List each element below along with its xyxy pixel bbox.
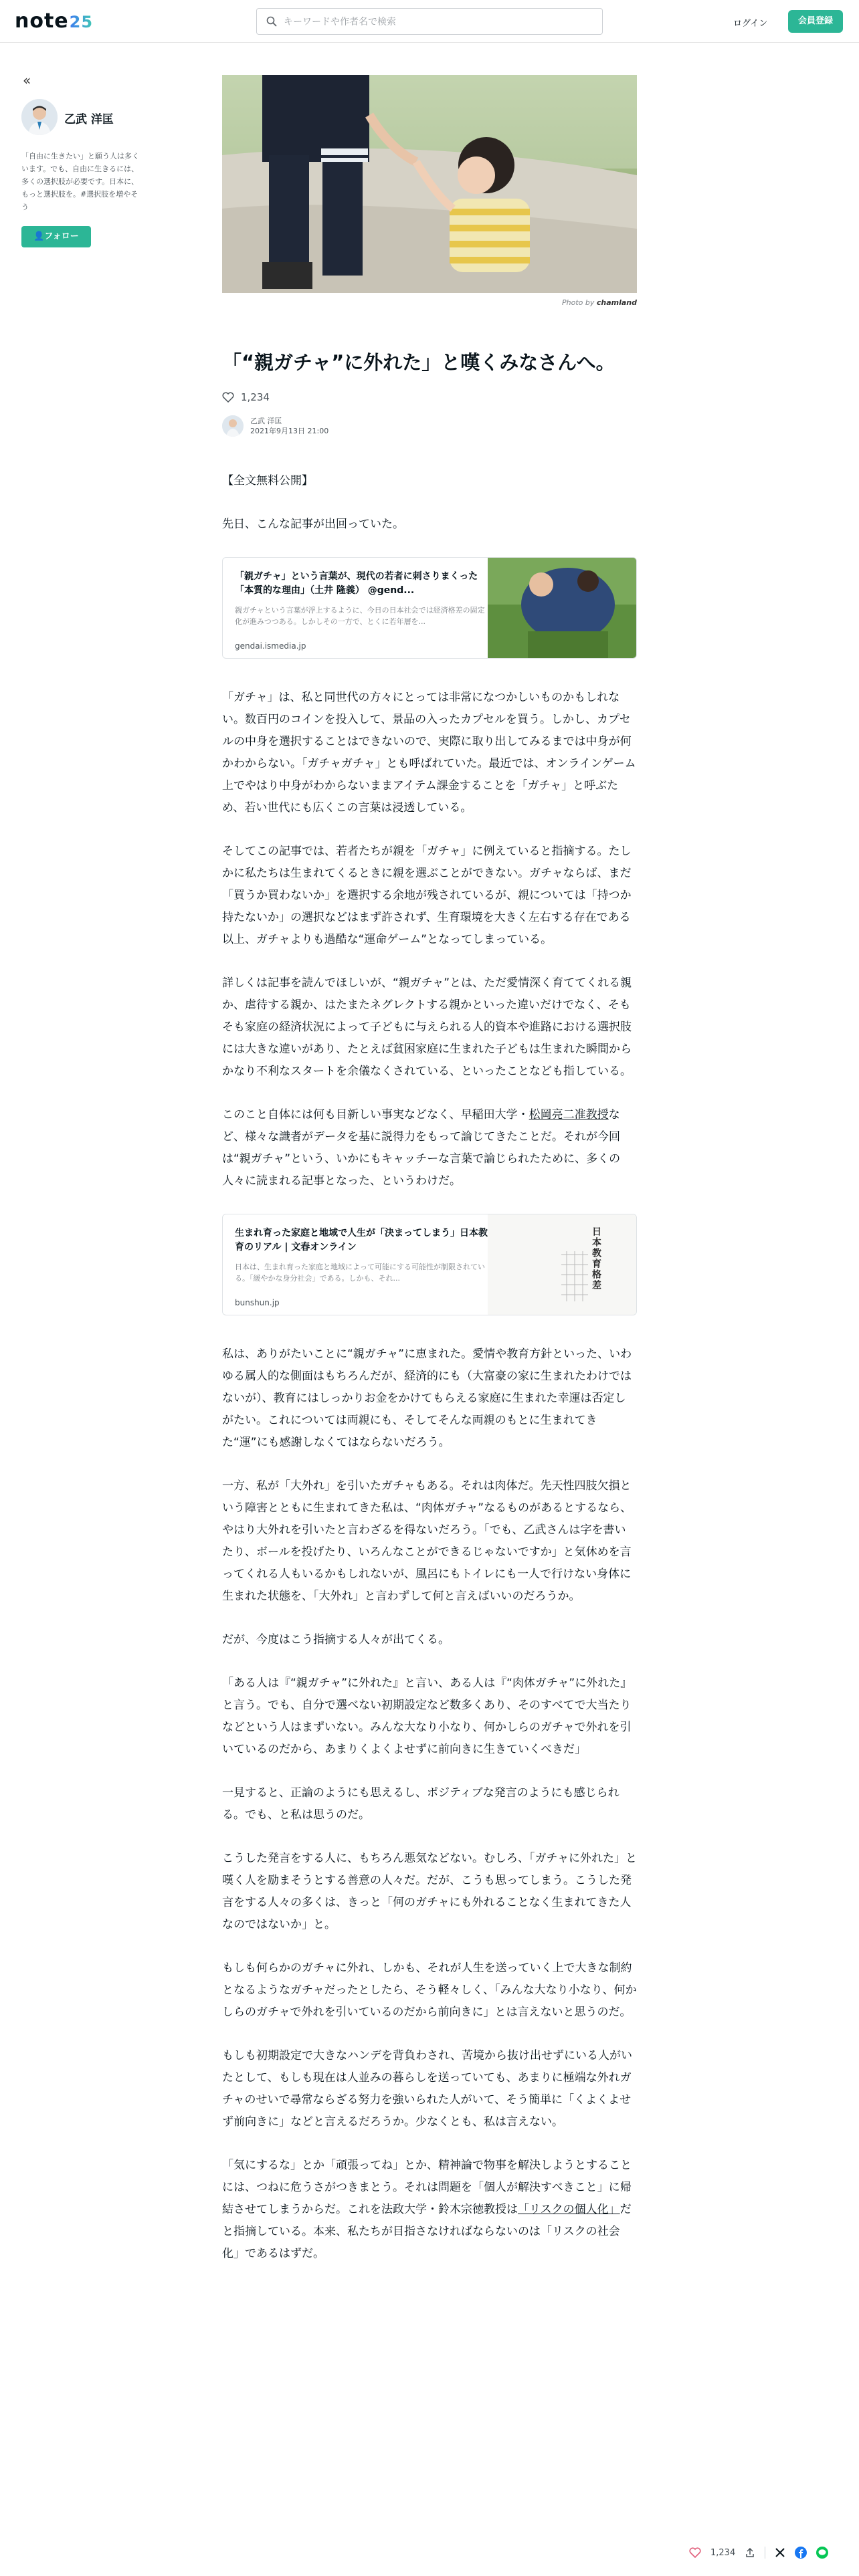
avatar-image xyxy=(21,99,58,135)
share-bar xyxy=(689,2547,828,2559)
paragraph: こうした発言をする人に、もちろん悪気などない。むしろ、「ガチャに外れた」と嘆く人を励まそうとする善意の人々だ。だが、こうも思ってしまう。こうした発言をする人々の多くは、きっと「何のガチャにも外れることなく生まれてきた人なのではないか」と。 xyxy=(222,1852,637,1931)
paragraph: 一見すると、正論のようにも思えるし、ポジティブな発言のようにも感じられる。でも、と私は思うのだ。 xyxy=(222,1786,619,1822)
paragraph: そしてこの記事では、若者たちが親を「ガチャ」に例えていると指摘する。たしかに私たちは生まれてくるときに親を選ぶことができない。ガチャならば、まだ「買うか買わないか」を選択する余地が残されているが、親については「持つか持たないか」の選択などはまず許されず、生育環境を大きく左右する存在である以上、ガチャよりも過酷な“運命ゲーム”となってしまっている。 xyxy=(222,845,632,946)
byline-author[interactable]: 乙武 洋匡 xyxy=(250,417,282,425)
heart-icon[interactable] xyxy=(689,2547,701,2558)
share-like-count: 1,234 xyxy=(710,2547,736,2558)
note-logo[interactable] xyxy=(15,9,93,33)
like-counter[interactable] xyxy=(222,391,637,403)
follow-label: フォロー xyxy=(44,231,79,241)
site-header xyxy=(0,0,859,43)
paragraph: 「ある人は『“親ガチャ”に外れた』と言い、ある人は『“肉体ガチャ”に外れた』と言う。でも、自分で選べない初期設定など数多くあり、そのすべてで大当たりなどという人はまずいない。みんな大なり小なり、何かしらのガチャで外れを引いているのだから、あまりくよくよせずに前向きに生きていくべきだ」 xyxy=(222,1677,632,1756)
line-icon[interactable] xyxy=(816,2547,828,2559)
add-user-icon: 👤 xyxy=(33,231,45,241)
search-input[interactable] xyxy=(284,15,591,29)
search-box[interactable] xyxy=(256,8,603,35)
article xyxy=(222,75,637,2286)
byline-avatar[interactable] xyxy=(222,415,244,437)
card-thumbnail-image xyxy=(488,558,636,659)
card-title: 生まれ育った家庭と地域で人生が「決まってしまう」日本教育のリアル | 文春オンライン xyxy=(235,1228,488,1253)
search-icon xyxy=(266,16,277,27)
paragraph-text: 「気にするな」とか「頑張ってね」とか、精神論で物事を解決しようとすることには、つねに危うさがつきまとう。それは問題を「個人が解決すべきこと」に帰結させてしまうからだ。これを法政大学・鈴木宗徳教授は xyxy=(222,2159,632,2216)
card-description: 親ガチャという言葉が浮上するように、今日の日本社会では経済格差の固定化が進みつつある。しかしその一方で、とくに若年層を... xyxy=(235,606,485,626)
article-body xyxy=(222,470,637,2265)
book-cover-graphic xyxy=(488,1214,636,1315)
card-title: 「親ガチャ」という言葉が、現代の若者に刺さりまくった「本質的な理由」（土井 隆義） @gend... xyxy=(235,571,478,596)
paragraph: もしも何らかのガチャに外れ、しかも、それが人生を送っていく上で大きな制約となるようなガチャだったとしたら、そう軽々しく、「みんな大なり小なり、何かしらのガチャで外れを引いているのだから前向きに」とは言えないと思うのだ。 xyxy=(222,1961,637,2019)
article-title: 「“親ガチャ”に外れた」と嘆くみなさんへ。 xyxy=(222,351,615,374)
author-bio: 「自由に生きたい」と願う人は多くいます。でも、自由に生きるには、多くの選択肢が必要です。日本に、もっと選択肢を。#選択肢を増やそう xyxy=(21,152,139,211)
paragraph: 私は、ありがたいことに“親ガチャ”に恵まれた。愛情や教育方針といった、いわゆる属人的な側面はもちろんだが、経済的にも（大富豪の家に生まれたわけではないが）、教育にはしっかりお金をかけてもらえる家庭に生まれた幸運は否定しがたい。これについては両親にも、そしてそんな両親のもとに生まれてきた“運”にも感謝しなくてはならないだろう。 xyxy=(222,1348,632,1449)
photo-credit-name[interactable]: chamland xyxy=(596,298,637,307)
hero-photo xyxy=(222,75,637,293)
like-count: 1,234 xyxy=(241,391,270,403)
follow-button[interactable] xyxy=(21,226,91,247)
paragraph xyxy=(222,1104,637,1192)
paragraph xyxy=(222,2155,637,2265)
byline-date: 2021年9月13日 21:00 xyxy=(250,427,329,435)
paragraph: 「ガチャ」は、私と同世代の方々にとっては非常になつかしいものかもしれない。数百円のコインを投入して、景品の入ったカプセルを買う。しかし、カプセルの中身を選択することはできないので、実際に取り出してみるまでは中身が何かわからない。「ガチャガチャ」とも呼ばれていた。最近では、オンラインゲーム上でやはり中身がわからないままアイテム課金することを「ガチャ」と呼ぶため、若い世代にも広くこの言葉は浸透している。 xyxy=(222,691,636,815)
paragraph: 【全文無料公開】 xyxy=(222,474,313,488)
card-domain: bunshun.jp xyxy=(235,1298,280,1307)
byline xyxy=(222,415,637,437)
byline-avatar-image xyxy=(222,415,244,437)
card-thumbnail xyxy=(488,558,636,659)
x-twitter-icon[interactable] xyxy=(775,2547,785,2558)
book-cover-title: 日本教育格差 xyxy=(591,1226,601,1291)
link-card-gendai[interactable] xyxy=(222,557,637,659)
photo-credit xyxy=(222,298,637,307)
card-description: 日本は、生まれ育った家庭と地域によって可能にする可能性が制限されている。「緩やかな身分社会」である。しかも、それ... xyxy=(235,1263,485,1283)
card-thumbnail xyxy=(488,1214,636,1315)
login-link[interactable]: ログイン xyxy=(733,19,768,29)
share-icon[interactable] xyxy=(745,2547,755,2558)
author-avatar[interactable] xyxy=(21,99,58,135)
facebook-icon[interactable] xyxy=(795,2547,807,2559)
photo-credit-prefix: Photo by xyxy=(561,298,595,307)
collapse-sidebar-icon[interactable]: « xyxy=(23,72,31,88)
author-name[interactable]: 乙武 洋匡 xyxy=(64,113,114,126)
paragraph: 一方、私が「大外れ」を引いたガチャもある。それは肉体だ。先天性四肢欠損という障害とともに生まれてきた私は、“肉体ガチャ”なるものがあるとするなら、やはり大外れを引いたと言わざるを得ないだろう。「でも、乙武さんは字を書いたり、ボールを投げたり、いろんなことができるじゃないですか」と気休めを言ってくれる人もいるかもしれないが、風呂にもトイレにも一人で行けない身体に生まれた状態を、「大外れ」と言わずして何と言えばいいのだろうか。 xyxy=(222,1479,632,1603)
risk-link[interactable]: 「リスクの個人化」 xyxy=(518,2203,620,2216)
paragraph: 先日、こんな記事が出回っていた。 xyxy=(222,518,404,531)
matsuoka-link[interactable]: 松岡亮二准教授 xyxy=(529,1108,609,1121)
hero-image xyxy=(222,75,637,293)
logo-number: 25 xyxy=(69,13,94,31)
link-card-bunshun[interactable] xyxy=(222,1214,637,1315)
paragraph: だが、今度はこう指摘する人々が出てくる。 xyxy=(222,1633,450,1646)
signup-button[interactable]: 会員登録 xyxy=(788,10,843,33)
heart-icon[interactable] xyxy=(222,392,234,403)
paragraph: 詳しくは記事を読んでほしいが、“親ガチャ”とは、ただ愛情深く育ててくれる親か、虐待する親か、はたまたネグレクトする親かといった違いだけでなく、そもそも家庭の経済状況によって子どもに与えられる人的資本や進路における選択肢には大きな違いがあり、たとえば貧困家庭に生まれた子どもは生まれた瞬間からかなり不利なスタートを余儀なくされている、といったことなども指している。 xyxy=(222,976,632,1078)
paragraph-text: このこと自体には何も目新しい事実などなく、早稲田大学・ xyxy=(222,1108,529,1121)
paragraph-text: だと指摘している。本来、私たちが目指さなければならないのは「リスクの社会化」であるはずだ。 xyxy=(222,2203,632,2260)
paragraph-text: など、様々な識者がデータを基に説得力をもって論じてきたことだ。それが今回は“親ガチャ”という、いかにもキャッチーな言葉で論じられたために、多くの人々に読まれる記事となった、というわけだ。 xyxy=(222,1108,621,1188)
card-domain: gendai.ismedia.jp xyxy=(235,641,306,651)
logo-text: note xyxy=(15,9,69,33)
paragraph: もしも初期設定で大きなハンデを背負わされ、苦境から抜け出せずにいる人がいたとして、もしも現在は人並みの暮らしを送っていても、あまりに極端な外れガチャのせいで尋常ならざる努力を強いられた人がいて、そう簡単に「くよくよせず前向きに」などと言えるだろうか。少なくとも、私は言えない。 xyxy=(222,2049,633,2129)
